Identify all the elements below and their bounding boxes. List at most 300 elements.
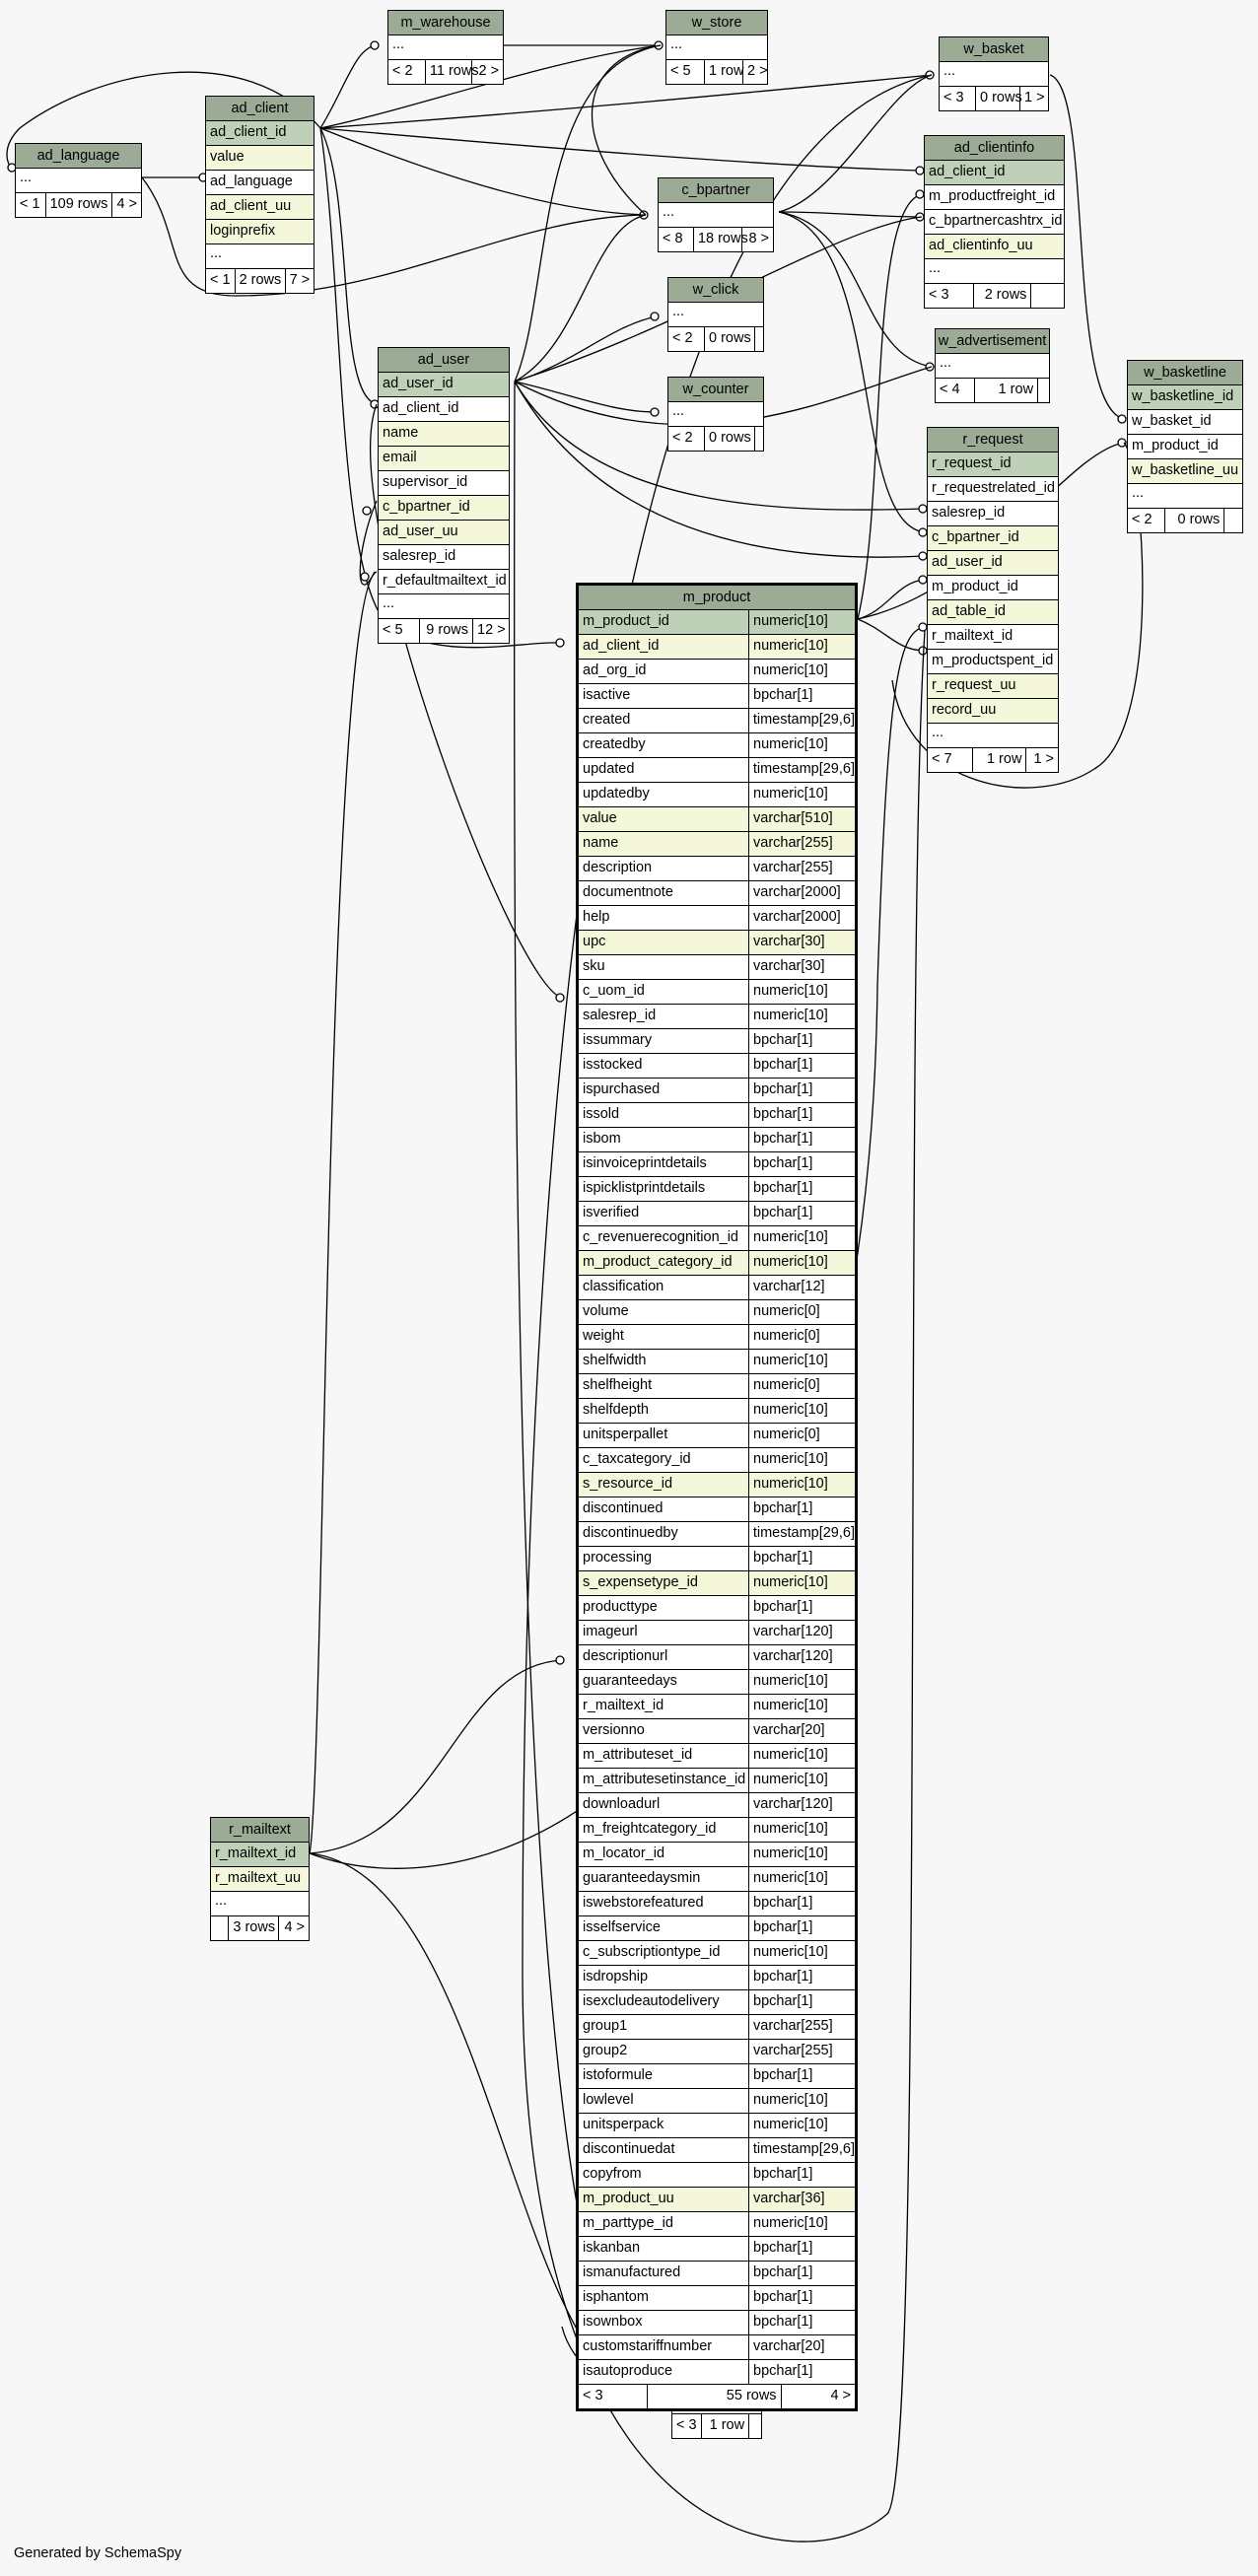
column-type: bpchar[1] — [748, 2311, 855, 2334]
column-row[interactable] — [579, 1497, 855, 1522]
table-ad_client[interactable] — [205, 96, 314, 294]
column-row[interactable] — [206, 244, 314, 269]
column-row[interactable] — [388, 35, 503, 60]
parents-count[interactable]: < 2 — [672, 430, 693, 446]
column-row[interactable] — [211, 1892, 309, 1916]
column-name: value — [210, 149, 245, 165]
table-w_click[interactable] — [667, 277, 764, 352]
column-row[interactable] — [579, 1350, 855, 1374]
column-row[interactable] — [925, 235, 1064, 259]
column-type: numeric[10] — [748, 1350, 855, 1373]
edge — [310, 572, 377, 1853]
children-count[interactable]: 4 > — [284, 1919, 305, 1935]
children-count[interactable]: 12 > — [477, 622, 506, 638]
column-row[interactable] — [379, 373, 509, 397]
table-w_advertisement[interactable] — [935, 328, 1050, 403]
column-name: ... — [392, 36, 405, 52]
column-type: numeric[10] — [748, 1226, 855, 1250]
column-row[interactable] — [579, 931, 855, 955]
column-row[interactable] — [579, 2138, 855, 2163]
column-row[interactable] — [936, 354, 1049, 379]
column-name: c_uom_id — [583, 983, 645, 999]
column-row[interactable] — [379, 397, 509, 422]
column-name: downloadurl — [583, 1796, 661, 1812]
edge-end-marker — [371, 41, 379, 49]
edge — [779, 212, 925, 532]
column-type: varchar[510] — [748, 807, 855, 831]
column-name: ... — [663, 204, 675, 220]
children-count[interactable] — [1224, 509, 1242, 532]
column-name: c_bpartner_id — [383, 499, 470, 515]
column-row[interactable] — [928, 625, 1058, 650]
children-count[interactable]: 8 > — [748, 231, 769, 246]
column-row[interactable] — [206, 121, 314, 146]
column-name: customstariffnumber — [583, 2338, 713, 2354]
table-w_basket[interactable] — [939, 36, 1049, 111]
column-row[interactable] — [579, 684, 855, 709]
column-row[interactable] — [579, 1621, 855, 1645]
row-count: 0 rows — [1164, 509, 1224, 532]
column-row[interactable] — [579, 881, 855, 906]
column-name: ad_client_id — [583, 638, 660, 654]
table-r_mailtext[interactable] — [210, 1817, 310, 1941]
column-name: ispurchased — [583, 1081, 661, 1097]
column-row[interactable] — [579, 1547, 855, 1571]
column-name: isexcludeautodelivery — [583, 1993, 720, 2009]
column-row[interactable] — [379, 471, 509, 496]
column-type: bpchar[1] — [748, 1177, 855, 1201]
table-title[interactable]: w_advertisement — [936, 329, 1049, 354]
children-count[interactable]: 4 > — [830, 2388, 851, 2403]
column-row[interactable] — [925, 185, 1064, 210]
parents-count[interactable]: < 2 — [672, 330, 693, 346]
table-title[interactable]: m_product — [579, 586, 855, 610]
column-type: bpchar[1] — [748, 684, 855, 708]
column-name: isverified — [583, 1205, 640, 1220]
column-row[interactable] — [579, 2237, 855, 2262]
column-name: shelfheight — [583, 1377, 653, 1393]
column-row[interactable] — [579, 1571, 855, 1596]
column-type: numeric[0] — [748, 1325, 855, 1349]
table-ad_language[interactable] — [15, 143, 142, 218]
table-title[interactable]: w_counter — [668, 378, 763, 402]
column-row[interactable] — [379, 545, 509, 570]
parents-count[interactable]: < 3 — [583, 2388, 603, 2403]
table-title[interactable]: ad_clientinfo — [925, 136, 1064, 161]
column-row[interactable] — [666, 35, 767, 60]
table-c_bpartner[interactable] — [658, 177, 774, 252]
column-row[interactable] — [579, 1103, 855, 1128]
row-count: 9 rows — [419, 619, 473, 643]
parents-count[interactable] — [211, 1916, 228, 1940]
column-row[interactable] — [668, 402, 763, 427]
edge-end-marker — [651, 408, 659, 416]
table-m_warehouse[interactable] — [387, 10, 504, 85]
row-count: 0 rows — [975, 87, 1020, 110]
column-row[interactable] — [1128, 385, 1242, 410]
column-name: ad_user_id — [932, 554, 1003, 570]
parents-count[interactable]: < 3 — [929, 287, 949, 303]
table-title[interactable]: c_bpartner — [659, 178, 773, 203]
column-row[interactable] — [206, 220, 314, 244]
column-row[interactable] — [206, 171, 314, 195]
column-row[interactable] — [579, 1276, 855, 1300]
table-footer — [579, 2385, 855, 2408]
column-row[interactable] — [579, 1448, 855, 1473]
table-footer — [659, 228, 773, 251]
column-name: imageurl — [583, 1624, 638, 1639]
edge-end-marker — [919, 552, 927, 560]
parents-count[interactable]: < 7 — [932, 751, 952, 767]
column-name: ad_clientinfo_uu — [929, 238, 1033, 253]
column-name: ... — [929, 260, 942, 276]
column-row[interactable] — [579, 2335, 855, 2360]
column-row[interactable] — [579, 1054, 855, 1079]
column-row[interactable] — [579, 2311, 855, 2335]
column-type: numeric[0] — [748, 1300, 855, 1324]
column-name: email — [383, 450, 417, 465]
edge-end-marker — [361, 573, 369, 581]
column-row[interactable] — [579, 1473, 855, 1497]
column-row[interactable] — [579, 2262, 855, 2286]
children-count[interactable]: 2 > — [747, 63, 768, 79]
edge-end-marker — [640, 211, 648, 219]
column-name: ad_user_id — [383, 376, 454, 391]
column-type: numeric[10] — [748, 733, 855, 757]
column-row[interactable] — [579, 2360, 855, 2385]
column-type: bpchar[1] — [748, 1128, 855, 1151]
table-footer — [666, 60, 767, 84]
column-name: descriptionurl — [583, 1648, 668, 1664]
column-row[interactable] — [579, 635, 855, 660]
children-count[interactable] — [755, 427, 763, 451]
children-count[interactable] — [1038, 379, 1049, 402]
column-row[interactable] — [579, 610, 855, 635]
column-row[interactable] — [940, 62, 1048, 87]
column-name: c_taxcategory_id — [583, 1451, 691, 1467]
column-row[interactable] — [925, 210, 1064, 235]
column-type: numeric[0] — [748, 1374, 855, 1398]
column-type: varchar[255] — [748, 2040, 855, 2063]
column-type: bpchar[1] — [748, 1547, 855, 1570]
column-row[interactable] — [579, 1916, 855, 1941]
column-row[interactable] — [579, 832, 855, 857]
column-row[interactable] — [579, 1399, 855, 1424]
column-row[interactable] — [579, 733, 855, 758]
column-name: issold — [583, 1106, 620, 1122]
column-row[interactable] — [579, 1867, 855, 1892]
parents-count[interactable]: < 3 — [944, 90, 964, 105]
table-title[interactable]: ad_language — [16, 144, 141, 169]
table-w_basketline[interactable] — [1127, 360, 1243, 533]
row-count: 18 rows — [693, 228, 742, 251]
column-name: group1 — [583, 2018, 628, 2034]
column-row[interactable] — [928, 650, 1058, 674]
column-row[interactable] — [579, 1596, 855, 1621]
column-name: copyfrom — [583, 2166, 642, 2182]
column-row[interactable] — [1128, 459, 1242, 484]
row-count: 109 rows — [45, 193, 113, 217]
column-row[interactable] — [579, 660, 855, 684]
column-row[interactable] — [379, 570, 509, 594]
column-name: ... — [215, 1893, 228, 1909]
column-row[interactable] — [579, 1818, 855, 1843]
table-m_product[interactable] — [576, 583, 858, 2411]
table-ad_clientinfo[interactable] — [924, 135, 1065, 309]
column-row[interactable] — [1128, 484, 1242, 509]
table-footer — [668, 427, 763, 451]
column-row[interactable] — [579, 1892, 855, 1916]
column-name: isdropship — [583, 1969, 649, 1984]
column-name: record_uu — [932, 702, 997, 718]
table-title[interactable]: w_basketline — [1128, 361, 1242, 385]
column-type: numeric[10] — [748, 2089, 855, 2113]
table-w_store[interactable] — [665, 10, 768, 85]
column-row[interactable] — [579, 1325, 855, 1350]
parents-count[interactable]: < 8 — [663, 231, 683, 246]
column-row[interactable] — [579, 1966, 855, 1990]
parents-count[interactable]: < 2 — [392, 63, 413, 79]
edge-end-marker — [916, 213, 924, 221]
row-count: 0 rows — [704, 427, 755, 451]
table-title[interactable]: ad_user — [379, 348, 509, 373]
column-row[interactable] — [579, 709, 855, 733]
column-row[interactable] — [579, 955, 855, 980]
table-title[interactable]: w_store — [666, 11, 767, 35]
column-row[interactable] — [928, 453, 1058, 477]
column-row[interactable] — [579, 1079, 855, 1103]
table-w_counter[interactable] — [667, 377, 764, 452]
table-footer — [668, 327, 763, 351]
column-row[interactable] — [579, 1645, 855, 1670]
column-row[interactable] — [579, 1670, 855, 1695]
column-name: ad_client_id — [210, 124, 287, 140]
parents-count[interactable]: < 1 — [20, 196, 40, 212]
column-row[interactable] — [579, 2015, 855, 2040]
column-name: ... — [940, 355, 952, 371]
column-type: numeric[10] — [748, 1744, 855, 1768]
column-type: timestamp[29,6] — [748, 1522, 855, 1546]
children-count[interactable] — [1031, 284, 1064, 308]
column-name: r_mailtext_id — [932, 628, 1013, 644]
column-row[interactable] — [579, 758, 855, 783]
column-row[interactable] — [579, 2188, 855, 2212]
column-name: salesrep_id — [383, 548, 456, 564]
column-row[interactable] — [579, 1424, 855, 1448]
column-row[interactable] — [579, 2114, 855, 2138]
column-row[interactable] — [579, 2064, 855, 2089]
column-name: m_attributesetinstance_id — [583, 1772, 746, 1787]
column-type: varchar[120] — [748, 1793, 855, 1817]
column-row[interactable] — [579, 906, 855, 931]
table-footer — [206, 269, 314, 293]
column-type: numeric[10] — [748, 1448, 855, 1472]
column-row[interactable] — [579, 1793, 855, 1818]
column-name: r_mailtext_id — [583, 1698, 664, 1713]
column-name: ... — [932, 725, 944, 740]
column-row[interactable] — [579, 2040, 855, 2064]
children-count[interactable]: 4 > — [116, 196, 137, 212]
column-name: group2 — [583, 2043, 628, 2058]
table-ad_user[interactable] — [378, 347, 510, 644]
column-type: varchar[2000] — [748, 881, 855, 905]
children-count[interactable]: 1 > — [1024, 90, 1045, 105]
children-count[interactable] — [749, 2414, 761, 2438]
column-row[interactable] — [928, 502, 1058, 526]
column-row[interactable] — [579, 1374, 855, 1399]
column-row[interactable] — [579, 1300, 855, 1325]
column-row[interactable] — [379, 496, 509, 521]
column-name: salesrep_id — [932, 505, 1006, 521]
edge — [515, 45, 661, 382]
column-type: bpchar[1] — [748, 1152, 855, 1176]
table-title[interactable]: w_click — [668, 278, 763, 303]
table-r_request[interactable] — [927, 427, 1059, 773]
column-type: bpchar[1] — [748, 2064, 855, 2088]
column-row[interactable] — [579, 1695, 855, 1719]
parents-count[interactable]: < 2 — [1132, 512, 1153, 527]
column-row[interactable] — [579, 1226, 855, 1251]
parents-count[interactable]: < 1 — [210, 272, 231, 288]
column-row[interactable] — [928, 551, 1058, 576]
column-type: numeric[10] — [748, 635, 855, 659]
edge-end-marker — [556, 639, 564, 647]
column-row[interactable] — [925, 259, 1064, 284]
parents-count[interactable]: < 5 — [670, 63, 691, 79]
table-title[interactable]: w_basket — [940, 37, 1048, 62]
column-row[interactable] — [928, 600, 1058, 625]
column-row[interactable] — [16, 169, 141, 193]
column-row[interactable] — [928, 477, 1058, 502]
column-name: updated — [583, 761, 635, 777]
column-name: c_revenuerecognition_id — [583, 1229, 738, 1245]
column-row[interactable] — [579, 1005, 855, 1029]
column-row[interactable] — [928, 526, 1058, 551]
column-row[interactable] — [211, 1867, 309, 1892]
edge — [360, 501, 377, 585]
column-row[interactable] — [211, 1843, 309, 1867]
column-type: bpchar[1] — [748, 2262, 855, 2285]
column-type: bpchar[1] — [748, 1596, 855, 1620]
parents-count[interactable]: < 5 — [383, 622, 403, 638]
row-count: 1 row — [701, 2414, 749, 2438]
column-name: unitsperpack — [583, 2117, 664, 2132]
column-row[interactable] — [659, 203, 773, 228]
column-row[interactable] — [579, 1744, 855, 1769]
column-row[interactable] — [579, 1029, 855, 1054]
column-row[interactable] — [579, 1177, 855, 1202]
table-footer — [672, 2414, 761, 2438]
column-type: numeric[10] — [748, 1251, 855, 1275]
column-name: w_basketline_id — [1132, 388, 1234, 404]
column-row[interactable] — [579, 1941, 855, 1966]
edge — [779, 212, 922, 217]
column-name: issummary — [583, 1032, 653, 1048]
column-name: m_attributeset_id — [583, 1747, 693, 1763]
column-row[interactable] — [1128, 410, 1242, 435]
column-row[interactable] — [579, 807, 855, 832]
parents-count[interactable]: < 4 — [940, 382, 960, 397]
table-title[interactable]: r_request — [928, 428, 1058, 453]
column-name: updatedby — [583, 786, 650, 801]
column-name: m_product_uu — [583, 2191, 674, 2206]
edge — [515, 316, 657, 382]
column-name: classification — [583, 1279, 664, 1294]
column-type: bpchar[1] — [748, 1892, 855, 1915]
column-row[interactable] — [579, 1843, 855, 1867]
column-row[interactable] — [379, 594, 509, 619]
children-count[interactable]: 7 > — [289, 272, 311, 288]
table-title[interactable]: ad_client — [206, 97, 314, 121]
column-row[interactable] — [579, 1152, 855, 1177]
edge-end-marker — [919, 576, 927, 584]
column-row[interactable] — [928, 699, 1058, 724]
column-row[interactable] — [925, 161, 1064, 185]
column-row[interactable] — [928, 724, 1058, 748]
column-name: c_subscriptiontype_id — [583, 1944, 721, 1960]
column-row[interactable] — [579, 857, 855, 881]
column-row[interactable] — [579, 1990, 855, 2015]
column-row[interactable] — [928, 674, 1058, 699]
parents-count[interactable]: < 3 — [676, 2417, 697, 2433]
column-row[interactable] — [579, 2286, 855, 2311]
column-row[interactable] — [668, 303, 763, 327]
column-type: timestamp[29,6] — [748, 2138, 855, 2162]
edge — [779, 212, 932, 367]
column-name: ad_user_uu — [383, 523, 458, 539]
column-row[interactable] — [928, 576, 1058, 600]
children-count[interactable]: 1 > — [1033, 751, 1054, 767]
column-row[interactable] — [579, 1251, 855, 1276]
column-row[interactable] — [206, 195, 314, 220]
edge — [320, 128, 646, 215]
column-row[interactable] — [1128, 435, 1242, 459]
column-row[interactable] — [579, 980, 855, 1005]
column-row[interactable] — [206, 146, 314, 171]
column-row[interactable] — [579, 1719, 855, 1744]
edge-end-marker — [363, 507, 371, 515]
column-type: varchar[36] — [748, 2188, 855, 2211]
column-name: isinvoiceprintdetails — [583, 1155, 707, 1171]
column-row[interactable] — [579, 1202, 855, 1226]
edge-end-marker — [1118, 439, 1126, 447]
column-row[interactable] — [579, 2089, 855, 2114]
column-name: r_mailtext_id — [215, 1845, 297, 1861]
edge-end-marker — [655, 41, 663, 49]
column-row[interactable] — [579, 1769, 855, 1793]
table-footer — [1128, 509, 1242, 532]
column-name: c_bpartner_id — [932, 529, 1019, 545]
column-type: numeric[10] — [748, 1843, 855, 1866]
column-row[interactable] — [379, 422, 509, 447]
column-name: description — [583, 860, 653, 875]
column-row[interactable] — [579, 1522, 855, 1547]
column-type: bpchar[1] — [748, 2163, 855, 2187]
edge-end-marker — [916, 167, 924, 174]
column-row[interactable] — [579, 2163, 855, 2188]
column-row[interactable] — [379, 521, 509, 545]
children-count[interactable]: 2 > — [478, 63, 499, 79]
column-row[interactable] — [579, 2212, 855, 2237]
children-count[interactable] — [755, 327, 763, 351]
table-title[interactable]: m_warehouse — [388, 11, 503, 35]
column-row[interactable] — [379, 447, 509, 471]
column-type: varchar[2000] — [748, 906, 855, 930]
column-row[interactable] — [579, 783, 855, 807]
row-count: 3 rows — [228, 1916, 279, 1940]
table-title[interactable]: r_mailtext — [211, 1818, 309, 1843]
column-row[interactable] — [579, 1128, 855, 1152]
